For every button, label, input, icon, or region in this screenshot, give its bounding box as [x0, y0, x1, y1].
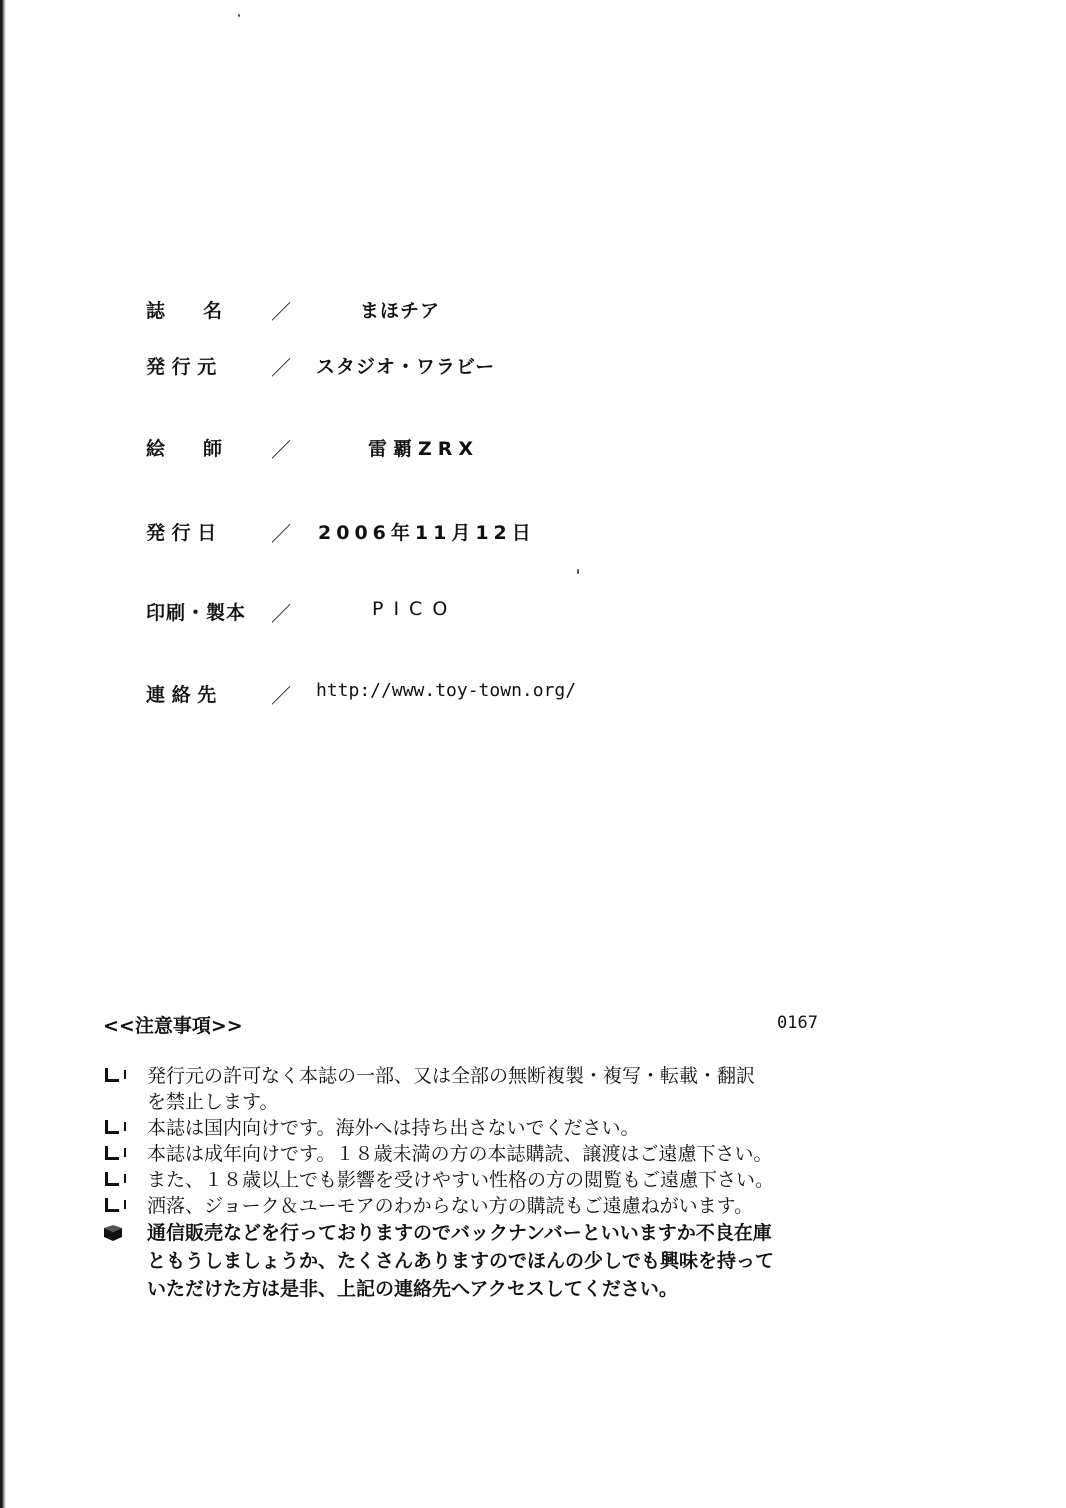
colophon-separator: ／: [271, 438, 291, 462]
colophon-separator: ／: [271, 684, 291, 708]
colophon-label-contact: 連 絡 先: [146, 684, 217, 706]
colophon-separator: ／: [271, 602, 291, 626]
notice-list: [103, 1063, 863, 1303]
notice-item-humor: [103, 1193, 863, 1219]
notice-line: 洒落、ジョーク＆ユーモアのわからない方の購読もご遠慮ねがいます。: [147, 1195, 754, 1217]
colophon-separator: ／: [271, 300, 291, 324]
notice-line: ともうしましょうか、たくさんありますのでほんの少しでも興味を持って: [147, 1250, 775, 1272]
colophon-separator: ／: [271, 356, 291, 380]
notice-item-mail-order: [103, 1219, 863, 1303]
notice-line: を禁止します。: [147, 1091, 279, 1113]
notice-line: いただけた方は是非、上記の連絡先へアクセスしてください。: [147, 1278, 678, 1300]
colophon-value-contact-url: http://www.toy-town.org/: [316, 680, 577, 701]
notice-item-domestic: [103, 1115, 863, 1141]
notice-line: また、１８歳以上でも影響を受けやすい性格の方の閲覧もご遠慮下さい。: [147, 1169, 775, 1191]
notice-header: <<注意事項>>: [103, 1015, 243, 1037]
colophon-value-title: まほチア: [360, 300, 441, 322]
filled-checkbox-bullet-icon: [103, 1225, 123, 1241]
colophon-separator: ／: [271, 522, 291, 546]
page-number: 0167: [777, 1013, 818, 1033]
scan-speck: [238, 14, 240, 17]
checkbox-bullet-icon: [105, 1120, 119, 1134]
colophon-label-artist: 絵 師: [146, 438, 223, 460]
checkbox-bullet-icon: [105, 1068, 119, 1082]
colophon-value-publisher: スタジオ・ワラビー: [316, 356, 496, 378]
colophon-label-publisher: 発 行 元: [146, 356, 217, 378]
colophon-label-printer: 印刷・製本: [146, 602, 247, 624]
notice-line: 本誌は国内向けです。海外へは持ち出さないでください。: [147, 1117, 640, 1139]
colophon-value-printer: PICO: [372, 598, 458, 620]
notice-line: 本誌は成年向けです。１８歳未満の方の本誌購読、譲渡はご遠慮下さい。: [147, 1143, 773, 1165]
colophon-value-date: 2006年11月12日: [318, 522, 536, 544]
scan-speck: [577, 569, 579, 574]
notice-item-influence: [103, 1167, 863, 1193]
colophon-value-artist: 雷覇ZRX: [368, 438, 480, 460]
checkbox-bullet-icon: [105, 1198, 119, 1212]
notice-item-adult: [103, 1141, 863, 1167]
notice-line: 通信販売などを行っておりますのでバックナンバーといいますか不良在庫: [147, 1222, 772, 1244]
checkbox-bullet-icon: [105, 1172, 119, 1186]
colophon-label-date: 発 行 日: [146, 522, 217, 544]
notice-item-copyright: [103, 1063, 863, 1115]
page-binding-edge: [0, 0, 6, 1508]
notice-line: 発行元の許可なく本誌の一部、又は全部の無断複製・複写・転載・翻訳: [147, 1065, 756, 1087]
colophon-label-title: 誌 名: [146, 300, 223, 322]
checkbox-bullet-icon: [105, 1146, 119, 1160]
